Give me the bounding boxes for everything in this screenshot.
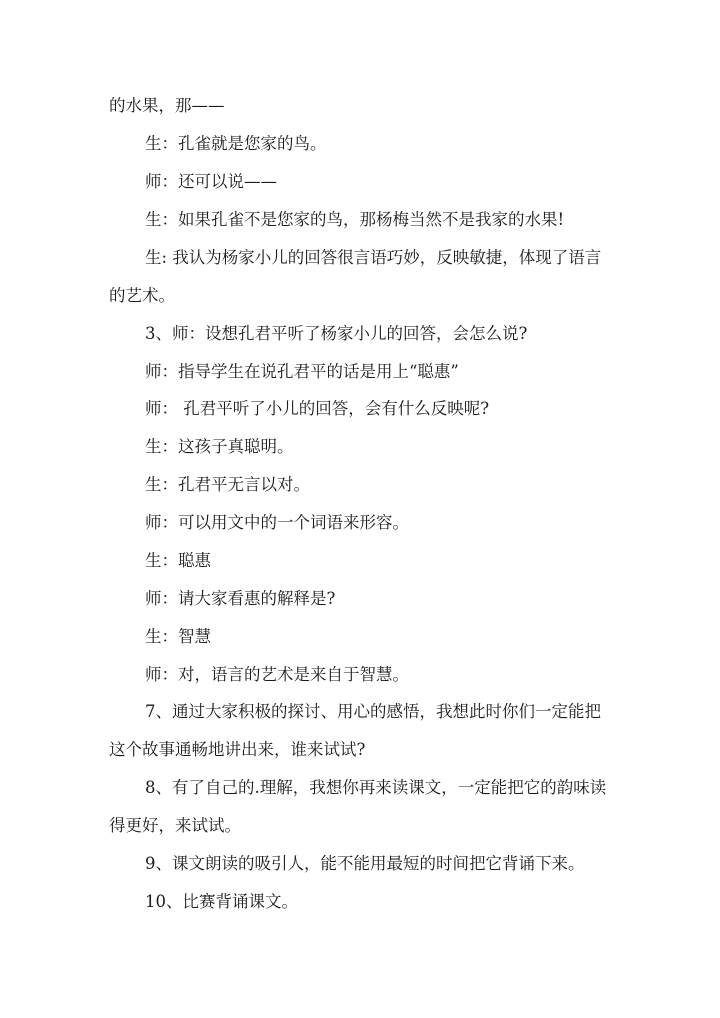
- text-line: 生：如果孔雀不是您家的鸟，那杨梅当然不是我家的水果!: [145, 210, 565, 229]
- text-line: 生：孔君平无言以对。: [145, 475, 310, 494]
- text-line: 这个故事通畅地讲出来，谁来试试?: [109, 740, 366, 759]
- text-line: 8、有了自己的.理解，我想你再来读课文，一定能把它的韵味读: [145, 778, 607, 797]
- text-line: 生：聪惠: [145, 551, 211, 570]
- text-line: 10、比赛背诵课文。: [145, 892, 298, 911]
- text-line: 的艺术。: [109, 286, 175, 305]
- text-line: 师：对，语言的艺术是来自于智慧。: [145, 665, 409, 684]
- text-line: 师：请大家看惠的解释是?: [145, 589, 336, 608]
- text-line: 师：还可以说——: [145, 172, 277, 191]
- text-line: 师：指导学生在说孔君平的话是用上“聪惠”: [145, 362, 459, 381]
- text-line: 生: 我认为杨家小儿的回答很言语巧妙，反映敏捷，体现了语言: [145, 248, 602, 267]
- text-line: 师：可以用文中的一个词语来形容。: [145, 513, 409, 532]
- text-line: 9、课文朗读的吸引人，能不能用最短的时间把它背诵下来。: [145, 854, 585, 873]
- text-line: 3、师：设想孔君平听了杨家小儿的回答，会怎么说?: [145, 324, 528, 343]
- text-line: 生：孔雀就是您家的鸟。: [145, 134, 327, 153]
- text-line: 生：这孩子真聪明。: [145, 437, 294, 456]
- text-line: 7、通过大家积极的探讨、用心的感悟，我想此时你们一定能把: [145, 702, 601, 721]
- text-line: 的水果，那——: [109, 96, 225, 115]
- text-line: 得更好，来试试。: [109, 816, 241, 835]
- text-line: 生：智慧: [145, 627, 211, 646]
- text-line: 师： 孔君平听了小儿的回答，会有什么反映呢?: [145, 399, 490, 418]
